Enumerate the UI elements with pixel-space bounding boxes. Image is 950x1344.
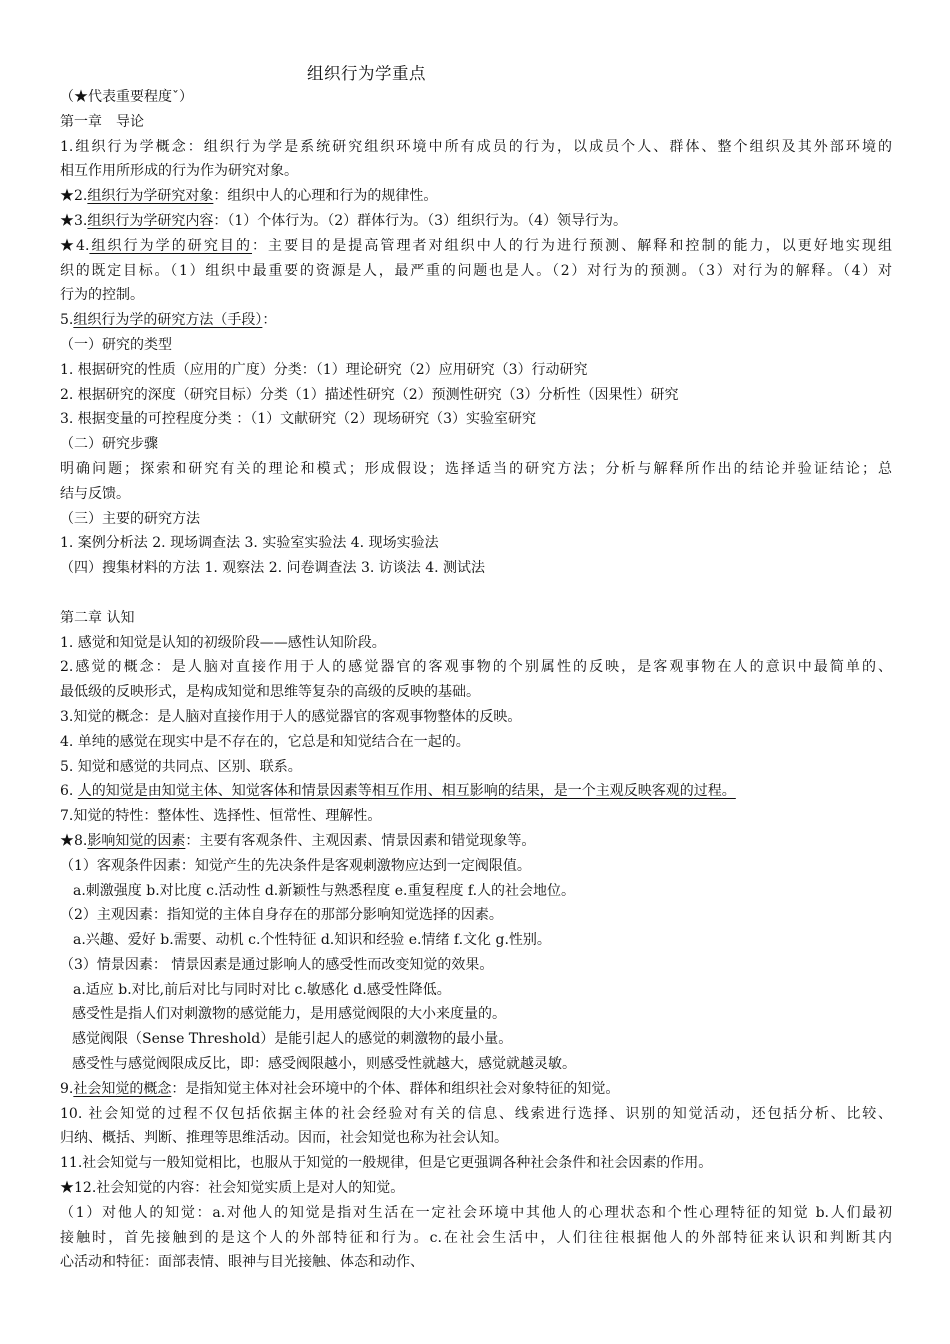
- underlined-term: 组织行为学的研究目的: [89, 237, 252, 254]
- blank-line: [60, 581, 892, 606]
- underlined-term: 组织行为学研究对象: [87, 188, 214, 205]
- section-heading: （四）搜集材料的方法 1. 观察法 2. 问卷调查法 3. 访谈法 4. 测试法: [60, 560, 486, 577]
- text-line: 1. 案例分析法 2. 现场调查法 3. 实验室实验法 4. 现场实验法: [60, 535, 439, 552]
- text-line: 心活动和特征：面部表情、眼神与目光接触、体态和动作、: [60, 1254, 424, 1271]
- text-line: 9.社会知觉的概念：是指知觉主体对社会环境中的个体、群体和组织社会对象特征的知觉。: [60, 1080, 620, 1097]
- text-line: 7.知觉的特性：整体性、选择性、恒常性、理解性。: [60, 808, 382, 825]
- chapter-2-heading: 第二章 认知: [60, 609, 135, 626]
- text-line: a.兴趣、爱好 b.需要、动机 c.个性特征 d.知识和经验 e.情绪 f.文化 g.性别。: [73, 932, 551, 949]
- text-line: 最低级的反映形式，是构成知觉和思维等复杂的高级的反映的基础。: [60, 684, 480, 701]
- underlined-term: 社会知觉的概念: [73, 1080, 172, 1097]
- text-line: 1. 根据研究的性质（应用的广度）分类：（1）理论研究（2）应用研究（3）行动研究: [60, 361, 588, 378]
- text-line: 2.感觉的概念：是人脑对直接作用于人的感觉器官的客观事物的个别属性的反映，是客观事物在人的意识中最简单的、: [60, 659, 892, 676]
- text-line: 10. 社会知觉的过程不仅包括依据主体的社会经验对有关的信息、线索进行选择、识别的知觉活动，还包括分析、比较、: [60, 1105, 892, 1122]
- text-line: 5. 知觉和感觉的共同点、区别、联系。: [60, 758, 302, 775]
- text-line: （3）情景因素： 情景因素是通过影响人的感受性而改变知觉的效果。: [60, 956, 494, 973]
- chapter-1-heading: 第一章 导论: [60, 113, 144, 130]
- text-line: 3. 根据变量的可控程度分类 ：（1）文献研究（2）现场研究（3）实验室研究: [60, 411, 536, 428]
- text-line: 归纳、概括、判断、推理等思维活动。因而，社会知觉也称为社会认知。: [60, 1130, 508, 1147]
- text-line: 6. 人的知觉是由知觉主体、知觉客体和情景因素等相互作用、相互影响的结果，是一个主观反映客观的过程。: [60, 783, 736, 800]
- text-line: 行为的控制。: [60, 287, 144, 304]
- text-line: 感受性是指人们对刺激物的感觉能力，是用感觉阀限的大小来度量的。: [72, 1006, 506, 1023]
- text-line: ★4.组织行为学的研究目的：主要目的是提高管理者对组织中人的行为进行预测、解释和控制的能力，以更好地实现组: [60, 237, 892, 254]
- text-line: 1.组织行为学概念：组织行为学是系统研究组织环境中所有成员的行为，以成员个人、群体、整个组织及其外部环境的: [60, 138, 892, 155]
- text-line: （1）客观条件因素：知觉产生的先决条件是客观刺激物应达到一定阀限值。: [60, 857, 531, 874]
- text-line: 2. 根据研究的深度（研究目标）分类（1）描述性研究（2）预测性研究（3）分析性（因果性）研究: [60, 386, 679, 403]
- document-body: [60, 85, 892, 1275]
- underlined-term: 影响知觉的因素: [87, 832, 186, 849]
- section-heading: （二）研究步骤: [60, 436, 158, 453]
- text-line: 结与反馈。: [60, 485, 130, 502]
- text-line: ★12.社会知觉的内容：社会知觉实质上是对人的知觉。: [60, 1180, 405, 1197]
- text-line: 明确问题；探索和研究有关的理论和模式；形成假设；选择适当的研究方法；分析与解释所作出的结论并验证结论；总: [60, 460, 892, 477]
- text-line: 4. 单纯的感觉在现实中是不存在的，它总是和知觉结合在一起的。: [60, 733, 470, 750]
- text-line: 织的既定目标。（1）组织中最重要的资源是人，最严重的问题也是人。（2）对行为的预测。（3）对行为的解释。（4）对: [60, 262, 892, 279]
- importance-note: （★代表重要程度ˇ）: [60, 89, 193, 105]
- text-line: （1）对他人的知觉：a.对他人的知觉是指对生活在一定社会环境中其他人的心理状态和个性心理特征的知觉 b.人们最初: [60, 1204, 892, 1221]
- text-line: ★3.组织行为学研究内容：（1）个体行为。（2）群体行为。（3）组织行为。（4）领导行为。: [60, 212, 627, 229]
- text-line: 1. 感觉和知觉是认知的初级阶段——感性认知阶段。: [60, 634, 386, 651]
- text-line: 3.知觉的概念：是人脑对直接作用于人的感觉器官的客观事物整体的反映。: [60, 708, 522, 725]
- text-line: 相互作用所形成的行为作为研究对象。: [60, 163, 298, 180]
- text-line: ★2.组织行为学研究对象：组织中人的心理和行为的规律性。: [60, 188, 438, 205]
- underlined-term: 组织行为学研究内容: [87, 212, 214, 229]
- text-line: ★8.影响知觉的因素：主要有客观条件、主观因素、情景因素和错觉现象等。: [60, 832, 536, 849]
- underlined-sentence: 人的知觉是由知觉主体、知觉客体和情景因素等相互作用、相互影响的结果，是一个主观反映客观的过程。: [77, 783, 736, 800]
- text-line: 11.社会知觉与一般知觉相比，也服从于知觉的一般规律，但是它更强调各种社会条件和社会因素的作用。: [60, 1155, 713, 1172]
- text-line: 接触时，首先接触到的是这个人的外部特征和行为。c.在社会生活中，人们往往根据他人的外部特征来认识和判断其内: [60, 1229, 892, 1246]
- document-title: 组织行为学重点: [307, 64, 426, 83]
- text-line: a.刺激强度 b.对比度 c.活动性 d.新颖性与熟悉程度 e.重复程度 f.人的社会地位。: [73, 882, 576, 899]
- section-heading: （三）主要的研究方法: [60, 510, 200, 527]
- text-line: 感觉阀限（Sense Threshold）是能引起人的感觉的刺激物的最小量。: [72, 1031, 513, 1048]
- underlined-term: 组织行为学的研究方法（手段）: [73, 312, 263, 329]
- text-line: a.适应 b.对比,前后对比与同时对比 c.敏感化 d.感受性降低。: [73, 981, 451, 998]
- text-line: （2）主观因素：指知觉的主体自身存在的那部分影响知觉选择的因素。: [60, 907, 503, 924]
- text-line: 5.组织行为学的研究方法（手段）：: [60, 312, 277, 329]
- section-heading: （一）研究的类型: [60, 336, 172, 353]
- text-line: 感受性与感觉阀限成反比，即：感受阀限越小，则感受性就越大，感觉就越灵敏。: [72, 1056, 576, 1073]
